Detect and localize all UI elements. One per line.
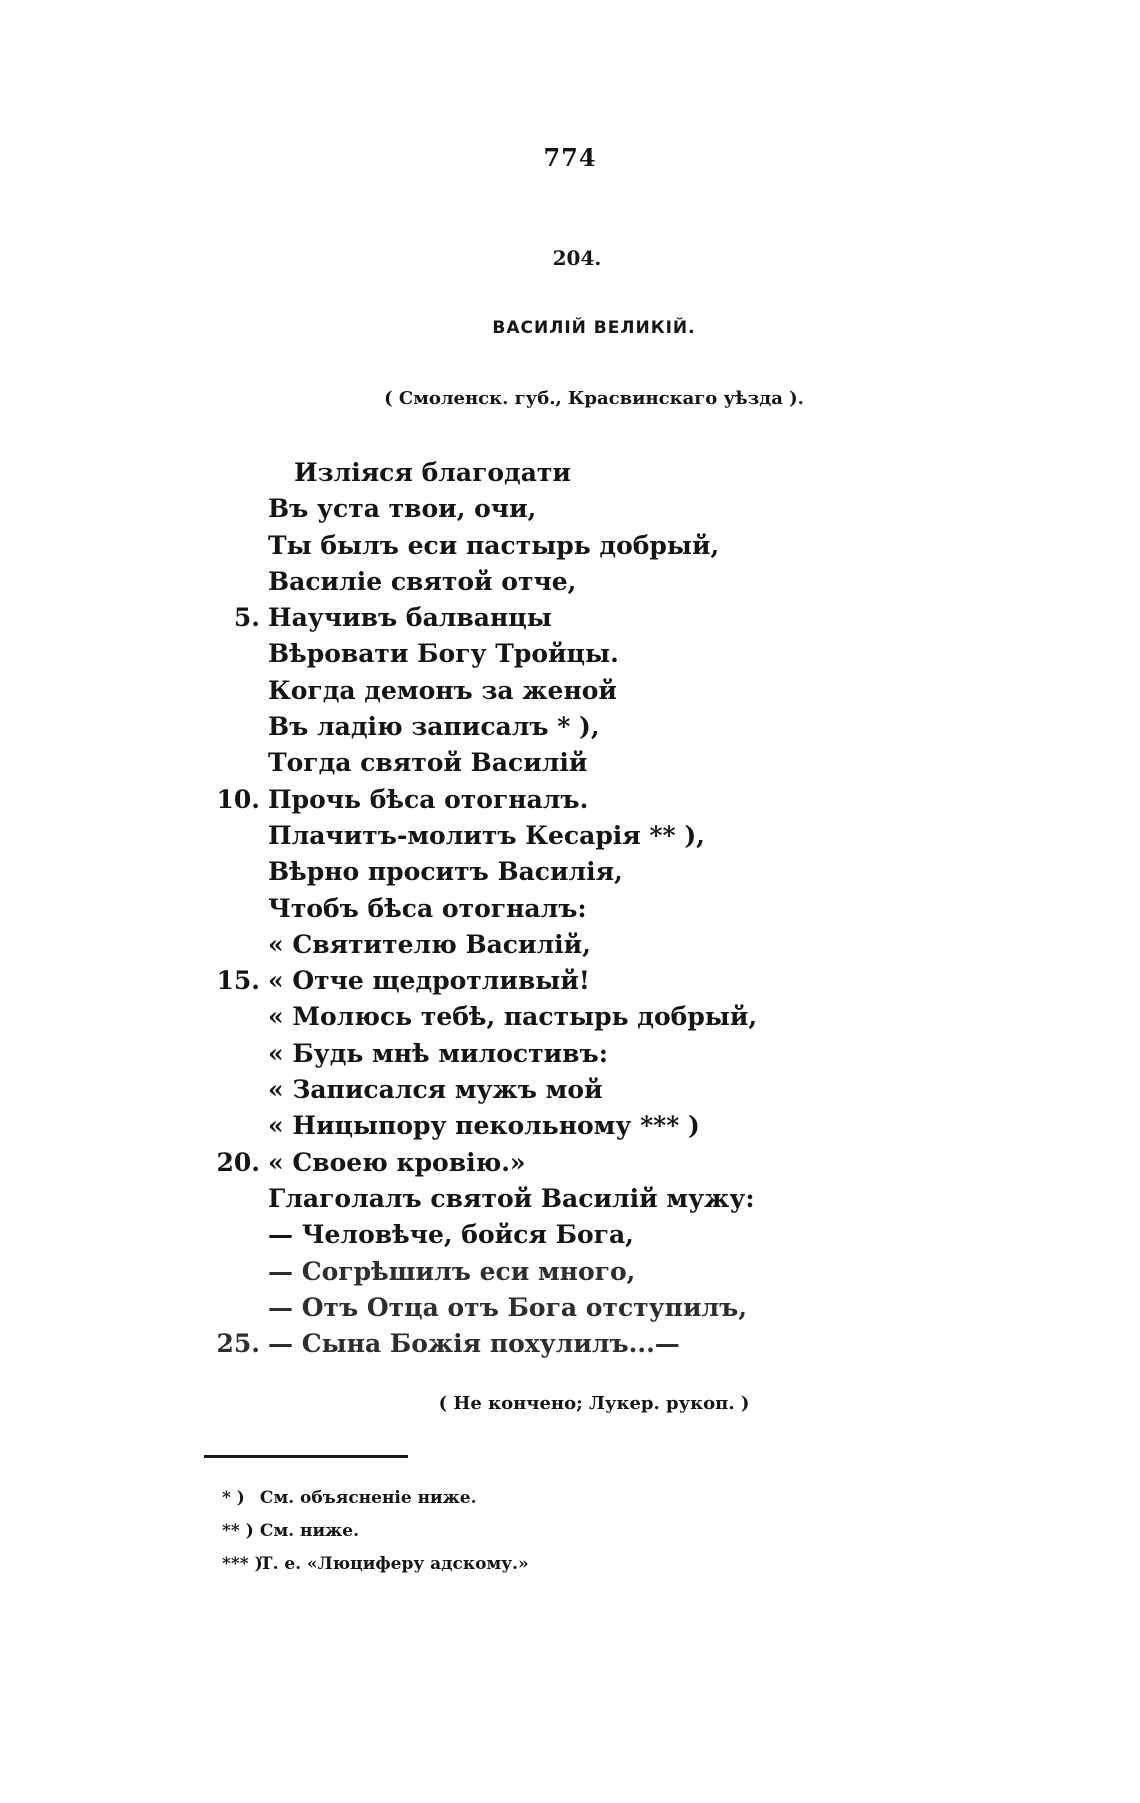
- footnote-mark: ** ): [222, 1521, 254, 1541]
- verse-line: [200, 891, 800, 927]
- verse-line: [200, 1254, 800, 1290]
- verse-text: Плачитъ-молитъ Кесарiя ** ),: [268, 820, 705, 850]
- footnote-mark: *** ): [222, 1554, 263, 1574]
- verse-text: — Сына Божiя похулилъ...—: [268, 1329, 680, 1359]
- verse-line: [200, 854, 800, 890]
- verse-text: « Записался мужъ мой: [268, 1075, 603, 1105]
- song-number: 204.: [552, 246, 602, 270]
- verse-text: « Своею кровiю.»: [268, 1147, 526, 1177]
- verse-line: [200, 1290, 800, 1326]
- verse-line: [200, 782, 800, 818]
- footnote-list: [222, 1482, 529, 1581]
- verse-text: Глаголалъ святой Василiй мужу:: [268, 1183, 755, 1213]
- verse-text: Научивъ балванцы: [268, 603, 552, 633]
- verse-line: [200, 455, 800, 491]
- verse-line: [200, 636, 800, 672]
- verse-list: [200, 455, 800, 1362]
- footnote: [222, 1515, 529, 1548]
- verse-text: « Ницыпору пекольному *** ): [268, 1111, 700, 1141]
- verse-line: [200, 1326, 800, 1362]
- verse-text: Тогда святой Василiй: [268, 748, 588, 778]
- verse-text: Въ уста твои, очи,: [268, 494, 537, 524]
- verse-line: [200, 999, 800, 1035]
- verse-line: [200, 673, 800, 709]
- footnote-text: Т. е. «Люциферу адскому.»: [259, 1554, 529, 1574]
- footnote: [222, 1548, 529, 1581]
- verse-text: « Отче щедротливый!: [268, 966, 590, 996]
- verse-line: [200, 963, 800, 999]
- verse-line: [200, 1217, 800, 1253]
- footnote-divider: [204, 1455, 408, 1458]
- verse-line: [200, 528, 800, 564]
- verse-line: [200, 1072, 800, 1108]
- verse-number: 15.: [216, 966, 260, 996]
- verse-line: [200, 491, 800, 527]
- verse-text: — Отъ Отца отъ Бога отступилъ,: [268, 1292, 748, 1322]
- verse-text: Въ ладiю записалъ * ),: [268, 712, 600, 742]
- verse-text: Излiяся благодати: [294, 458, 571, 487]
- verse-text: Ты былъ еси пастырь добрый,: [268, 530, 720, 560]
- verse-text: Чтобъ бѣса отогналъ:: [268, 893, 587, 923]
- verse-line: [200, 564, 800, 600]
- verse-text: Вѣрно проситъ Василiя,: [268, 857, 623, 887]
- verse-number: 10.: [216, 784, 260, 814]
- verse-line: [200, 927, 800, 963]
- footnote-text: См. ниже.: [259, 1521, 360, 1541]
- verse-line: [200, 1145, 800, 1181]
- verse-line: [200, 600, 800, 636]
- footnote-mark: * ): [222, 1488, 245, 1508]
- verse-text: « Будь мнѣ милостивъ:: [268, 1038, 608, 1068]
- verse-text: — Согрѣшилъ еси много,: [268, 1256, 636, 1286]
- footnote: [222, 1482, 529, 1515]
- verse-text: Прочь бѣса отогналъ.: [268, 784, 589, 814]
- verse-line: [200, 1181, 800, 1217]
- verse-text: Когда демонъ за женой: [268, 675, 617, 705]
- verse-number: 25.: [216, 1329, 260, 1359]
- song-source: ( Смоленск. губ., Красвинскаго уѣзда ).: [384, 388, 804, 409]
- verse-line: [200, 709, 800, 745]
- closing-note: ( Не кончено; Лукер. рукоп. ): [438, 1393, 750, 1414]
- footnote-text: См. объясненiе ниже.: [259, 1488, 477, 1508]
- verse-number: 5.: [233, 603, 260, 633]
- verse-line: [200, 1036, 800, 1072]
- verse-text: « Святителю Василiй,: [268, 929, 591, 959]
- verse-number: 20.: [216, 1147, 260, 1177]
- song-title: ВАСИЛІЙ ВЕЛИКІЙ.: [492, 318, 696, 338]
- verse-text: Василiе святой отче,: [268, 566, 577, 596]
- verse-line: [200, 818, 800, 854]
- verse-text: — Человѣче, бойся Бога,: [268, 1220, 634, 1250]
- page-number: 774: [543, 143, 597, 172]
- verse-line: [200, 745, 800, 781]
- verse-line: [200, 1108, 800, 1144]
- verse-text: Вѣровати Богу Тройцы.: [268, 639, 619, 669]
- verse-text: « Молюсь тебѣ, пастырь добрый,: [268, 1002, 758, 1032]
